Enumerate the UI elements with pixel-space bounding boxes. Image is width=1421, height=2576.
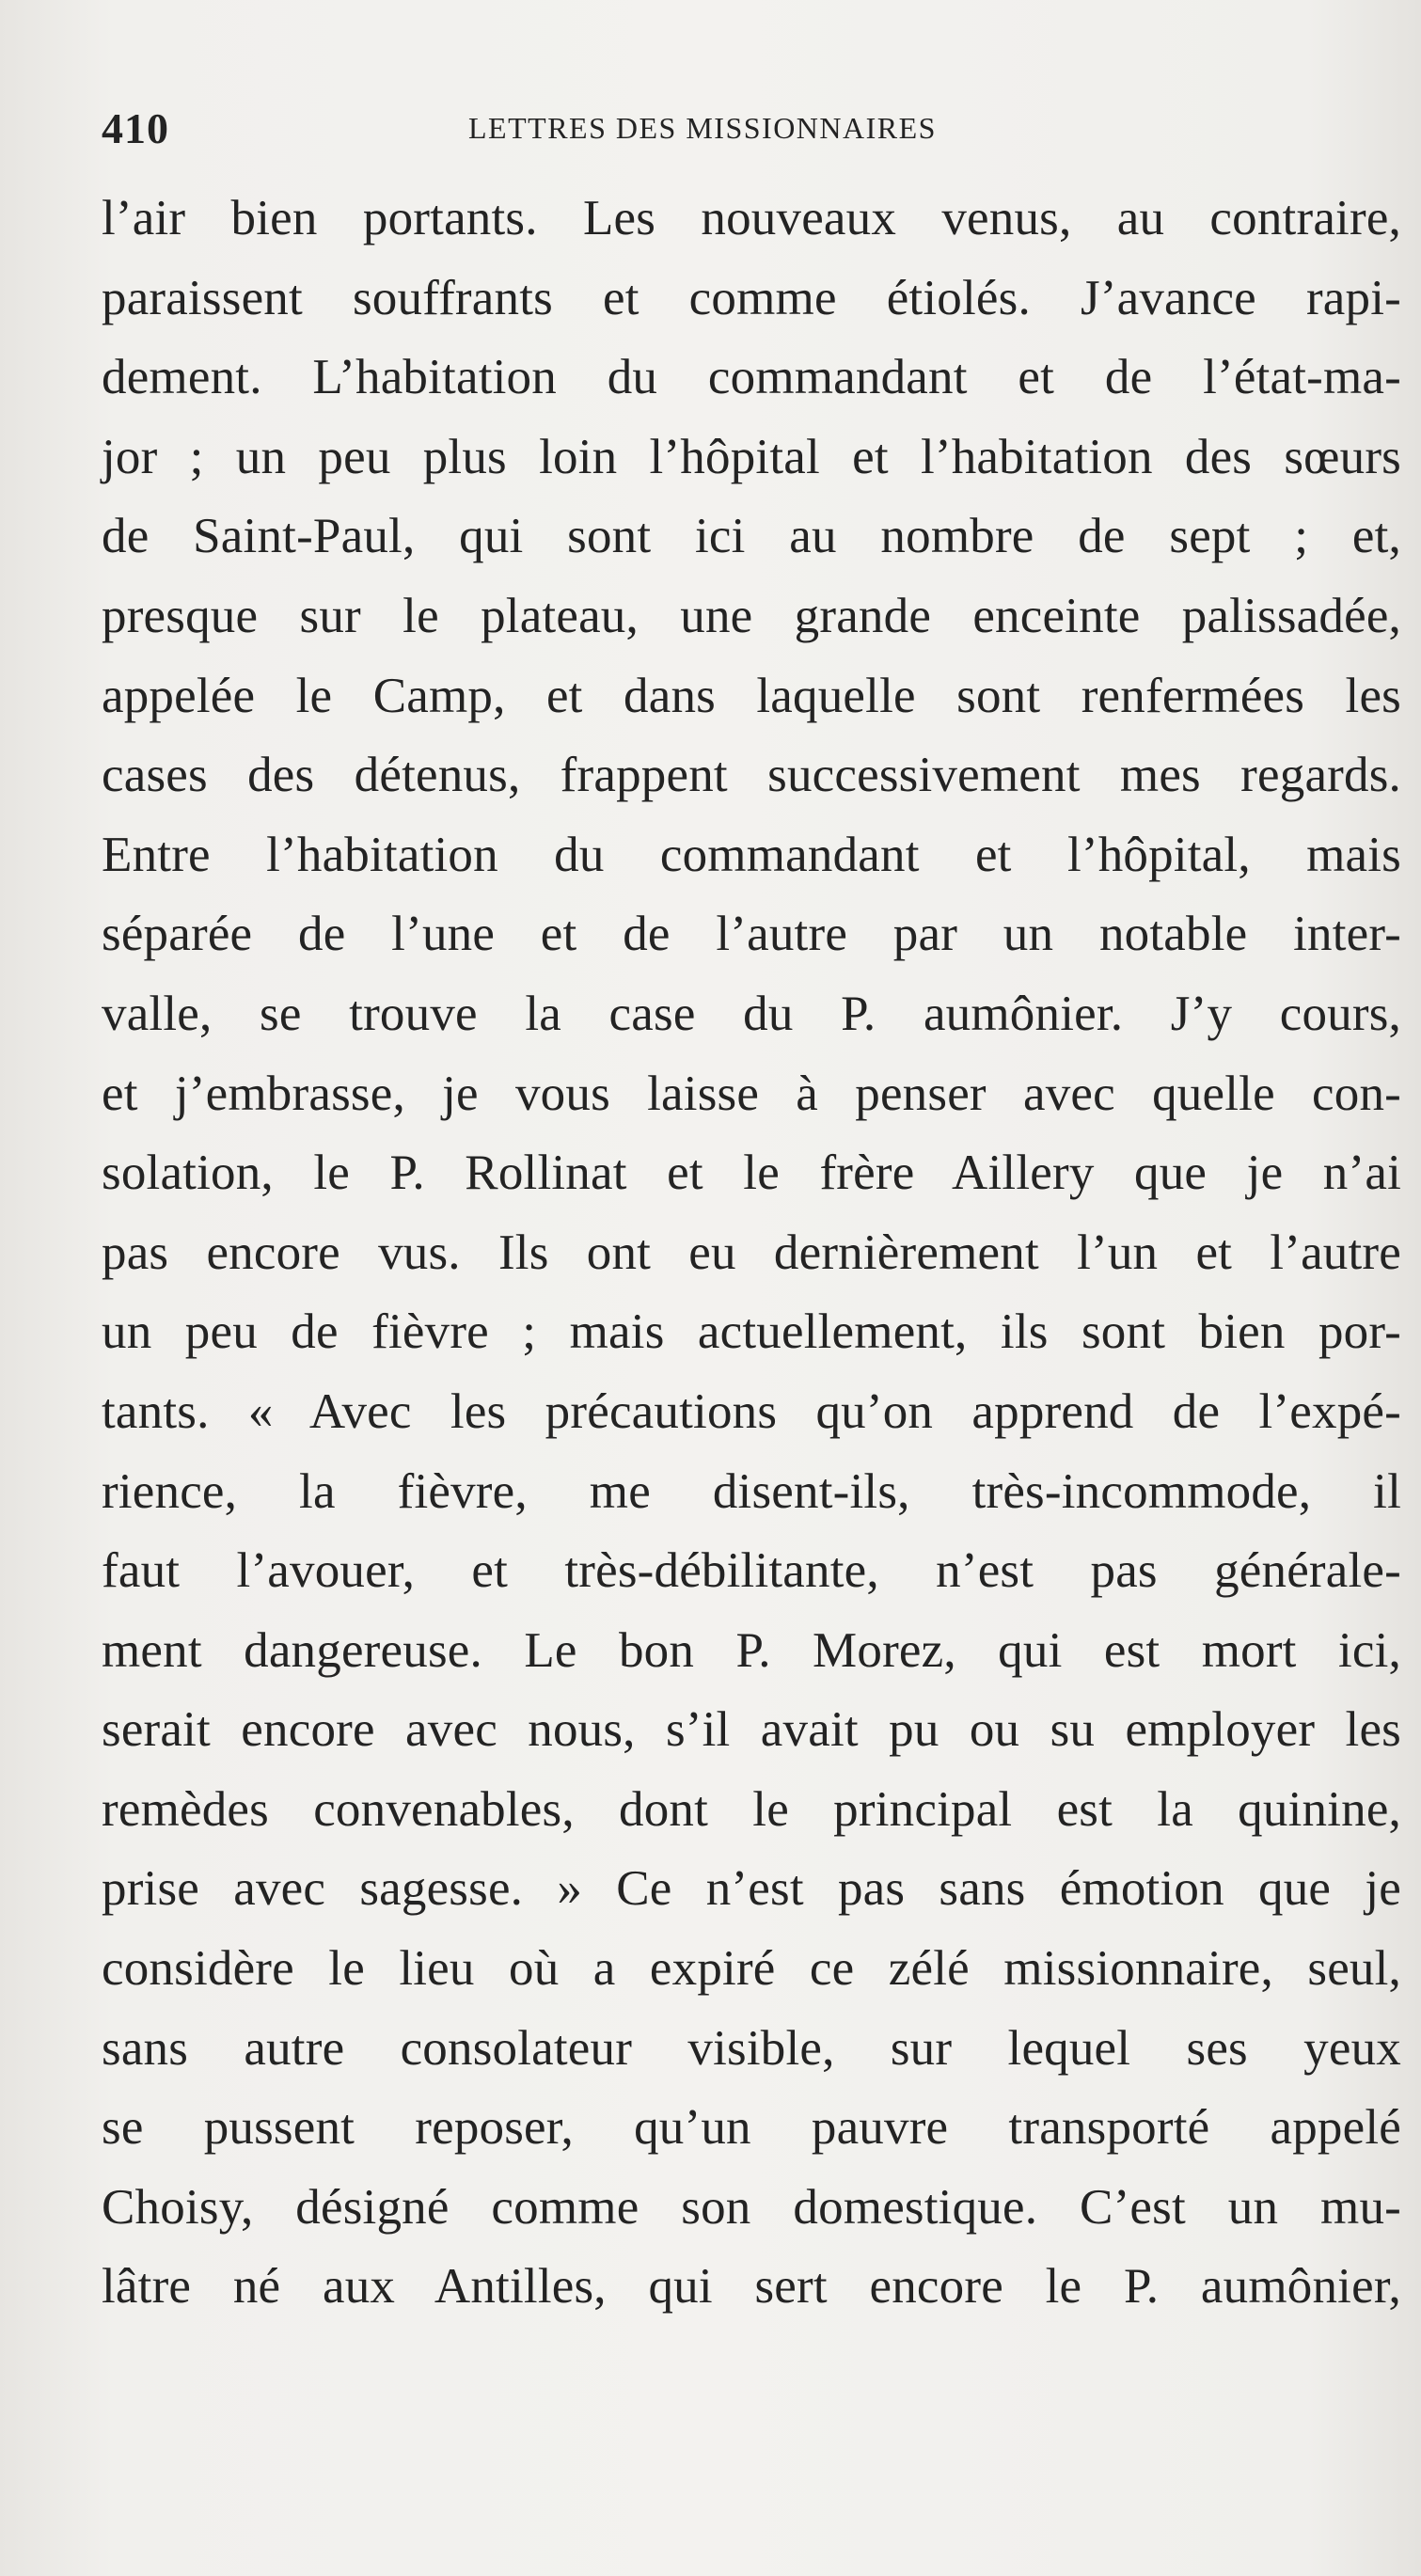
page-header xyxy=(102,103,1409,160)
text-line: et j’embrasse, je vous laisse à penser avec quelle con- xyxy=(102,1066,1401,1121)
text-line: un peu de fièvre ; mais actuellement, ils sont bien por- xyxy=(102,1304,1401,1360)
text-line: ment dangereuse. Le bon P. Morez, qui est mort ici, xyxy=(102,1622,1401,1678)
text-line: cases des détenus, frappent successivement mes regards. xyxy=(102,748,1401,803)
text-line: se pussent reposer, qu’un pauvre transporté appelé xyxy=(102,2100,1401,2156)
text-line: l’air bien portants. Les nouveaux venus, au contraire, xyxy=(102,191,1401,245)
running-title: LETTRES DES MISSIONNAIRES xyxy=(468,111,937,145)
text-line: appelée le Camp, et dans laquelle sont renfermées les xyxy=(102,668,1401,723)
body-text xyxy=(102,179,1401,2327)
text-line: tants. « Avec les précautions qu’on apprend de l’expé- xyxy=(102,1383,1401,1439)
text-line: lâtre né aux Antilles, qui sert encore le P. aumônier, xyxy=(102,2259,1401,2315)
text-line: pas encore vus. Ils ont eu dernièrement l’un et l’autre xyxy=(102,1225,1401,1280)
text-line: remèdes convenables, dont le principal est la quinine, xyxy=(102,1781,1401,1837)
text-line: faut l’avouer, et très-débilitante, n’est pas générale- xyxy=(102,1543,1401,1599)
text-line: sans autre consolateur visible, sur lequel ses yeux xyxy=(102,2020,1401,2076)
text-line: dement. L’habitation du commandant et de l’état-ma- xyxy=(102,350,1401,405)
page-number: 410 xyxy=(102,104,169,152)
text-line: solation, le P. Rollinat et le frère Aillery que je n’ai xyxy=(102,1146,1401,1201)
text-line: considère le lieu où a expiré ce zélé missionnaire, seul, xyxy=(102,1941,1401,1997)
text-line: valle, se trouve la case du P. aumônier. J’y cours, xyxy=(102,986,1401,1041)
text-line: de Saint-Paul, qui sont ici au nombre de sept ; et, xyxy=(102,509,1401,564)
text-line: presque sur le plateau, une grande enceinte palissadée, xyxy=(102,588,1401,643)
text-line: jor ; un peu plus loin l’hôpital et l’habitation des sœurs xyxy=(102,429,1401,484)
text-line: paraissent souffrants et comme étiolés. J’avance rapi- xyxy=(102,270,1401,325)
text-line: prise avec sagesse. » Ce n’est pas sans émotion que je xyxy=(102,1861,1401,1917)
text-line: serait encore avec nous, s’il avait pu ou su employer les xyxy=(102,1702,1401,1758)
text-line: Entre l’habitation du commandant et l’hôpital, mais xyxy=(102,827,1401,882)
text-line: séparée de l’une et de l’autre par un notable inter- xyxy=(102,907,1401,962)
text-line: Choisy, désigné comme son domestique. C’est un mu- xyxy=(102,2179,1401,2235)
text-line: rience, la fièvre, me disent-ils, très-incommode, il xyxy=(102,1463,1401,1519)
